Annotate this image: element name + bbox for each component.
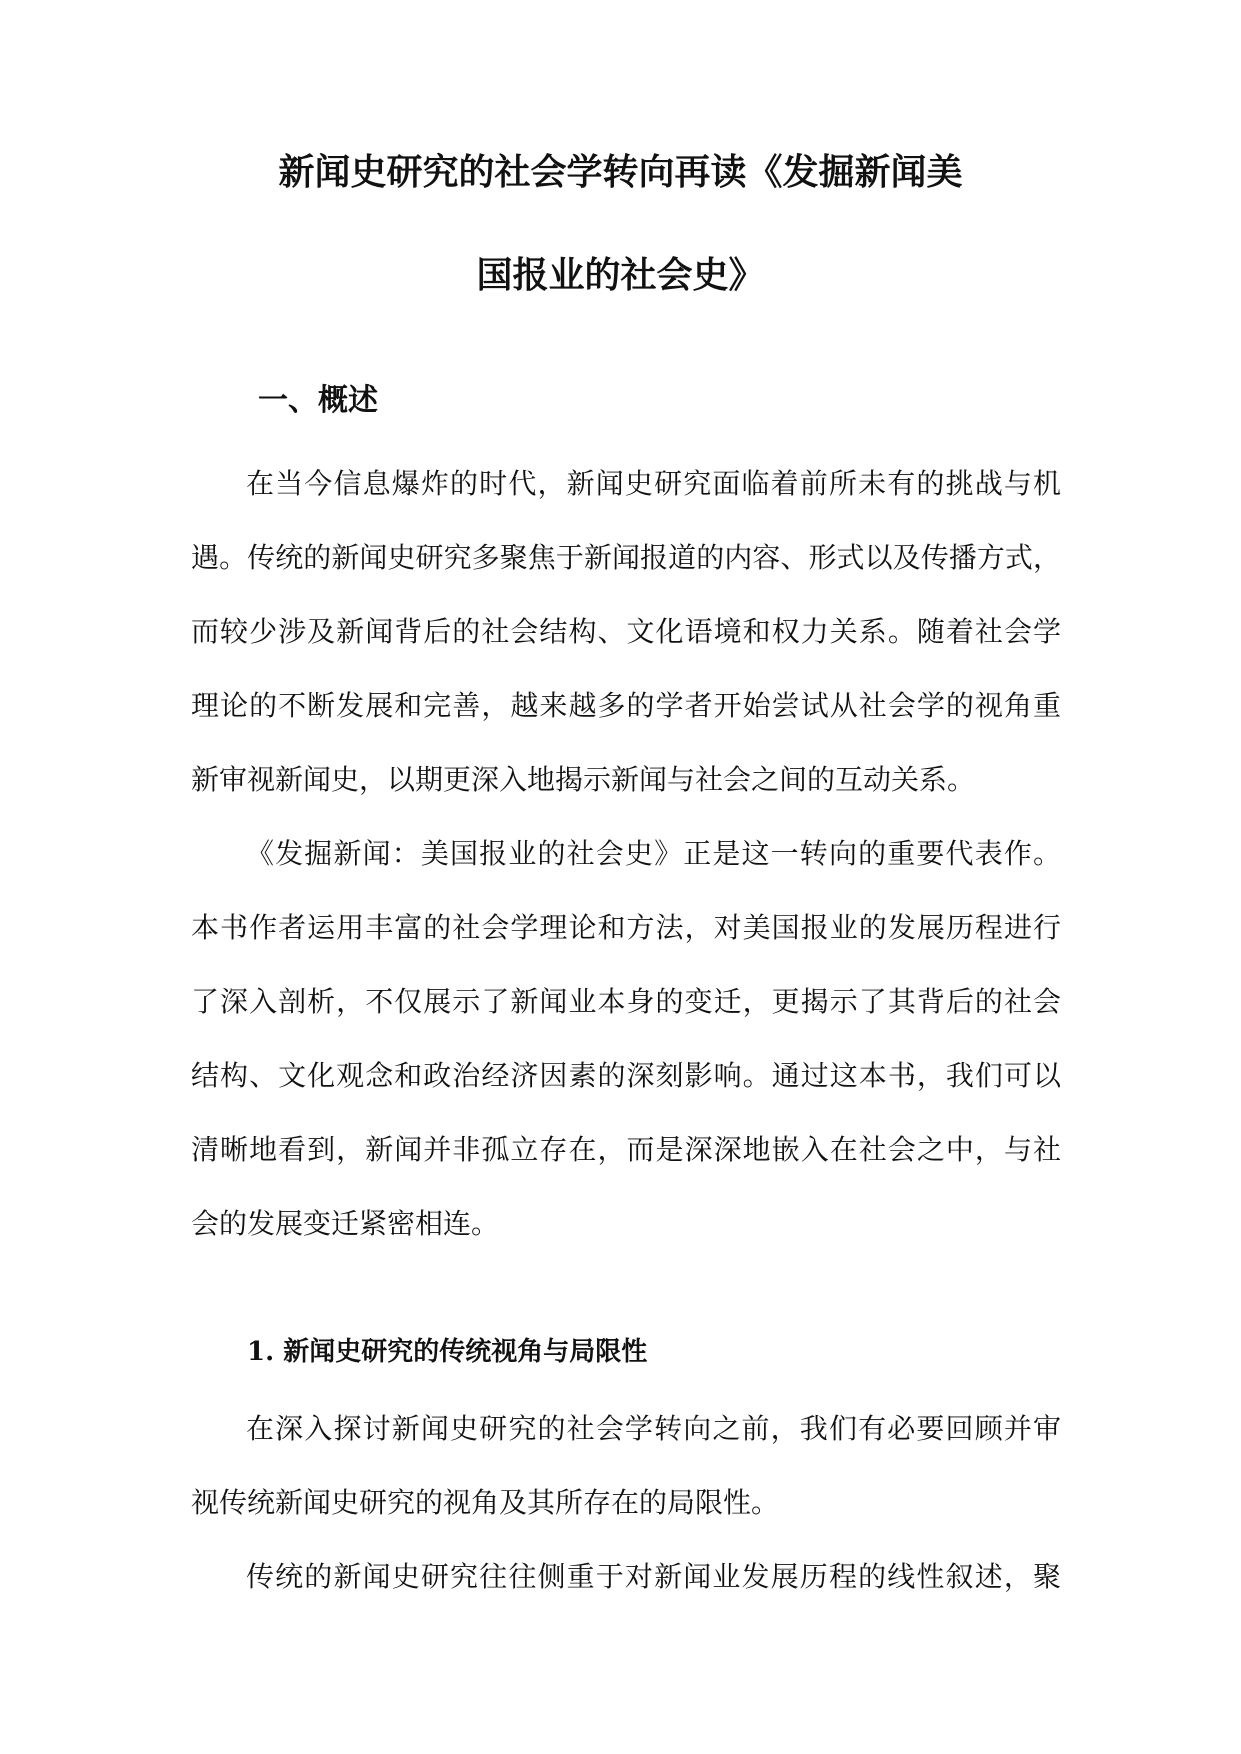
document-title-line-2: 国报业的社会史》 [476, 254, 765, 296]
paragraph-line: 理论的不断发展和完善，越来越多的学者开始尝试从社会学的视角重 [191, 689, 1061, 722]
paragraph-line: 结构、文化观念和政治经济因素的深刻影响。通过这本书，我们可以 [191, 1059, 1061, 1092]
paragraph-line: 了深入剖析，不仅展示了新闻业本身的变迁，更揭示了其背后的社会 [191, 985, 1061, 1018]
paragraph-line: 在当今信息爆炸的时代，新闻史研究面临着前所未有的挑战与机 [246, 467, 1061, 500]
paragraph-line: 会的发展变迁紧密相连。 [191, 1207, 500, 1240]
paragraph-line: 而较少涉及新闻背后的社会结构、文化语境和权力关系。随着社会学 [191, 615, 1061, 648]
document-title-line-1: 新闻史研究的社会学转向再读《发掘新闻美 [278, 151, 963, 193]
paragraph-line: 《发掘新闻：美国报业的社会史》正是这一转向的重要代表作。 [246, 837, 1061, 870]
paragraph-line: 遇。传统的新闻史研究多聚焦于新闻报道的内容、形式以及传播方式， [191, 541, 1061, 574]
section-heading: 一、概述 [258, 383, 378, 418]
paragraph-line: 在深入探讨新闻史研究的社会学转向之前，我们有必要回顾并审 [246, 1412, 1061, 1445]
paragraph-line: 视传统新闻史研究的视角及其所存在的局限性。 [191, 1486, 780, 1519]
subsection-heading: 1. 新闻史研究的传统视角与局限性 [247, 1337, 648, 1367]
paragraph-line: 新审视新闻史，以期更深入地揭示新闻与社会之间的互动关系。 [191, 763, 976, 796]
paragraph-line: 清晰地看到，新闻并非孤立存在，而是深深地嵌入在社会之中，与社 [191, 1133, 1061, 1166]
paragraph-line: 传统的新闻史研究往往侧重于对新闻业发展历程的线性叙述，聚 [246, 1560, 1061, 1593]
paragraph-line: 本书作者运用丰富的社会学理论和方法，对美国报业的发展历程进行 [191, 911, 1061, 944]
